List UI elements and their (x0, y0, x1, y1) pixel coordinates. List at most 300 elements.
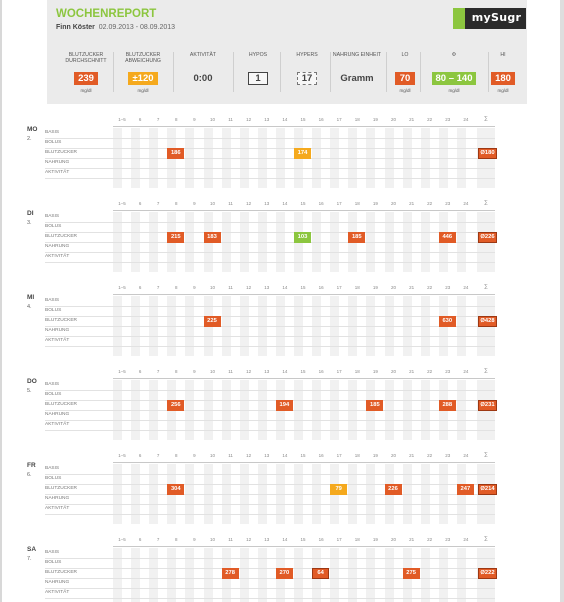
stat-unit: mg/dl (497, 88, 509, 93)
hour-label: 12 (246, 369, 252, 374)
hour-column-stripe (348, 548, 357, 602)
hour-label: 22 (427, 453, 433, 458)
hour-column-stripe (294, 548, 303, 602)
row-label: AKTIVITÄT (45, 422, 70, 427)
sum-symbol: ∑ (484, 116, 488, 122)
hour-column-stripe (113, 548, 122, 602)
row-line (45, 558, 495, 559)
row-line (45, 138, 495, 139)
hour-label: 23 (445, 285, 451, 290)
row-label: AKTIVITÄT (45, 338, 70, 343)
row-line (45, 400, 495, 401)
row-line (45, 262, 495, 263)
row-line (45, 178, 495, 179)
hour-label: 11 (228, 285, 233, 290)
hour-label: 13 (264, 201, 270, 206)
hour-label: 19 (372, 201, 378, 206)
hour-label: 16 (318, 453, 324, 458)
hour-column-stripe (385, 548, 394, 602)
hour-label: 17 (336, 453, 342, 458)
hour-label: 14 (282, 369, 288, 374)
day-name: FR (27, 462, 36, 469)
row-line (45, 336, 495, 337)
hour-column-stripe (240, 548, 249, 602)
hour-label: 7 (156, 453, 160, 458)
stat-label: HI (500, 52, 506, 58)
row-label: BASIS (45, 550, 60, 555)
sum-symbol: ∑ (484, 200, 488, 206)
hour-label: 16 (318, 117, 324, 122)
row-label: BLUTZUCKER (45, 150, 77, 155)
row-label: AKTIVITÄT (45, 254, 70, 259)
hour-label: 24 (463, 201, 469, 206)
hour-label: 10 (209, 537, 215, 542)
hour-label: 17 (336, 201, 342, 206)
blood-sugar-reading: 64 (312, 568, 329, 579)
blood-sugar-reading: 215 (167, 232, 184, 243)
row-line (45, 158, 495, 159)
hour-label: 11 (228, 453, 233, 458)
sum-symbol: ∑ (484, 368, 488, 374)
sum-symbol: ∑ (484, 284, 488, 290)
hour-label: 15 (300, 453, 306, 458)
stat-label: NAHRUNG EINHEIT (332, 52, 382, 58)
row-line (45, 346, 495, 347)
blood-sugar-reading: 446 (439, 232, 456, 243)
row-line (45, 252, 495, 253)
hour-column-stripe (457, 548, 466, 602)
row-line (45, 514, 495, 515)
daily-average: Ø180 (478, 148, 497, 159)
hour-label: 7 (156, 369, 160, 374)
hour-label: 8 (175, 453, 178, 458)
row-line (45, 326, 495, 327)
daily-average: Ø222 (478, 568, 497, 579)
sum-symbol: ∑ (484, 536, 488, 542)
stat-separator (113, 52, 114, 92)
row-label: BOLUS (45, 476, 62, 481)
row-label: AKTIVITÄT (45, 170, 70, 175)
hour-column-stripe (421, 548, 430, 602)
blood-sugar-reading: 174 (294, 148, 311, 159)
stat-unit: mg/dl (80, 88, 92, 93)
row-label: BOLUS (45, 140, 62, 145)
blood-sugar-reading: 270 (276, 568, 293, 579)
daily-average: Ø226 (478, 232, 497, 243)
stat-3 (177, 52, 229, 96)
stat-9 (487, 52, 519, 96)
row-label: BASIS (45, 466, 60, 471)
stat-unit: mg/dl (137, 88, 149, 93)
row-line (45, 316, 495, 317)
blood-sugar-reading: 185 (348, 232, 365, 243)
hour-label: 13 (264, 453, 270, 458)
blood-sugar-reading: 304 (167, 484, 184, 495)
blood-sugar-reading: 275 (403, 568, 420, 579)
hour-label: 24 (463, 369, 469, 374)
stat-label: LO (401, 52, 409, 58)
hour-label: 13 (264, 369, 270, 374)
row-line (45, 306, 495, 307)
day-date: 3. (27, 220, 32, 226)
blood-sugar-reading: 256 (167, 400, 184, 411)
logo-text: mySugr (471, 11, 522, 24)
hour-label: 10 (209, 369, 215, 374)
day-fr (0, 451, 564, 533)
hour-label: 20 (390, 369, 396, 374)
stat-6 (332, 52, 382, 96)
row-label: BLUTZUCKER (45, 318, 77, 323)
row-label: BASIS (45, 214, 60, 219)
hour-label: 6 (138, 369, 142, 374)
hour-label: 9 (193, 201, 196, 206)
hour-label: 16 (318, 537, 324, 542)
row-label: BLUTZUCKER (45, 570, 77, 575)
blood-sugar-reading: 185 (366, 400, 383, 411)
hour-label: 18 (354, 285, 360, 290)
row-label: NAHRUNG (45, 244, 70, 249)
stat-2 (117, 52, 169, 96)
hour-label: 23 (445, 201, 451, 206)
hour-label: 22 (427, 537, 433, 542)
hour-label: 14 (282, 285, 288, 290)
hour-label: 12 (246, 453, 252, 458)
daily-average: Ø428 (478, 316, 497, 327)
row-label: BOLUS (45, 392, 62, 397)
hour-label: 9 (193, 537, 196, 542)
day-top-line (113, 462, 495, 463)
day-name: SA (27, 546, 37, 553)
row-line (45, 232, 495, 233)
day-mo (0, 115, 564, 197)
row-label: NAHRUNG (45, 580, 70, 585)
day-name: DO (27, 378, 37, 385)
hour-column-stripe (258, 548, 267, 602)
row-line (45, 588, 495, 589)
hour-label: 23 (445, 453, 451, 458)
hour-label: 20 (390, 201, 396, 206)
hour-label: 23 (445, 537, 451, 542)
stat-unit: mg/dl (448, 88, 460, 93)
stat-label: HYPOS (248, 52, 268, 58)
hour-label: 20 (390, 453, 396, 458)
stat-label: BLUTZUCKER ABWEICHUNG (125, 52, 161, 64)
hour-label: 13 (264, 117, 270, 122)
hour-label: 18 (354, 369, 360, 374)
stat-label: HYPERS (296, 52, 318, 58)
day-sa (0, 535, 564, 602)
row-label: BLUTZUCKER (45, 402, 77, 407)
day-date: 7. (27, 556, 32, 562)
hour-label: 23 (445, 117, 451, 122)
hour-label: 24 (463, 537, 469, 542)
blood-sugar-reading: 194 (276, 400, 293, 411)
hour-label: 14 (282, 537, 288, 542)
hour-label: 10 (209, 117, 215, 122)
hour-label: 24 (463, 117, 469, 122)
blood-sugar-reading: 183 (204, 232, 221, 243)
hour-label: 15 (300, 201, 306, 206)
stat-separator (173, 52, 174, 92)
hour-label: 21 (409, 453, 415, 458)
stat-value: 80 – 140 (432, 72, 477, 85)
stat-7 (392, 52, 418, 96)
hour-column-stripe (149, 548, 158, 602)
hour-label: 8 (175, 537, 178, 542)
hour-label: 21 (409, 537, 415, 542)
stat-separator (233, 52, 234, 92)
hour-label: 12 (246, 537, 252, 542)
blood-sugar-reading: 103 (294, 232, 311, 243)
hour-label: 15 (300, 369, 306, 374)
hour-label: 12 (246, 201, 252, 206)
stat-value: 180 (491, 72, 515, 85)
row-label: BASIS (45, 382, 60, 387)
hour-label: 15 (300, 537, 306, 542)
stat-separator (488, 52, 489, 92)
hour-label: 22 (427, 285, 433, 290)
row-label: NAHRUNG (45, 496, 70, 501)
hour-label: 7 (156, 285, 160, 290)
hour-label: 20 (390, 117, 396, 122)
row-label: NAHRUNG (45, 160, 70, 165)
blood-sugar-reading: 278 (222, 568, 239, 579)
row-label: BLUTZUCKER (45, 234, 77, 239)
hour-label: 16 (318, 369, 324, 374)
hour-label: 11 (228, 369, 233, 374)
row-line (45, 430, 495, 431)
row-label: BOLUS (45, 560, 62, 565)
hour-label: 8 (175, 117, 178, 122)
hour-label: 1–5 (118, 453, 126, 458)
hour-label: 17 (336, 285, 342, 290)
hour-columns (113, 548, 475, 602)
hour-label: 1–5 (118, 285, 126, 290)
row-line (45, 420, 495, 421)
day-do (0, 367, 564, 449)
stat-label: BLUTZUCKER DURCHSCHNITT (65, 52, 107, 64)
stat-1 (59, 52, 113, 96)
blood-sugar-reading: 79 (330, 484, 347, 495)
hour-label: 7 (156, 117, 160, 122)
hour-label: 9 (193, 369, 196, 374)
stat-value: Gramm (340, 73, 374, 84)
hour-label: 22 (427, 117, 433, 122)
hour-label: 13 (264, 537, 270, 542)
hour-column-stripe (330, 548, 339, 602)
hour-label: 16 (318, 201, 324, 206)
hour-column-stripe (204, 548, 213, 602)
stat-value: 0:00 (193, 73, 213, 84)
day-top-line (113, 294, 495, 295)
hour-label: 1–5 (118, 117, 126, 122)
hour-label: 12 (246, 285, 252, 290)
hour-label: 7 (156, 537, 160, 542)
hour-label: 8 (175, 369, 178, 374)
hour-label: 19 (372, 537, 378, 542)
hour-label: 22 (427, 201, 433, 206)
hour-label: 9 (193, 117, 196, 122)
row-label: BASIS (45, 130, 60, 135)
hour-label: 22 (427, 369, 433, 374)
blood-sugar-reading: 225 (204, 316, 221, 327)
hour-label: 6 (138, 117, 142, 122)
sum-symbol: ∑ (484, 452, 488, 458)
hour-label: 21 (409, 285, 415, 290)
day-name: DI (27, 210, 34, 217)
stat-unit: mg/dl (399, 88, 411, 93)
row-line (45, 410, 495, 411)
row-label: BOLUS (45, 224, 62, 229)
stat-4 (240, 52, 276, 96)
row-line (45, 168, 495, 169)
report-header (47, 0, 527, 104)
day-name: MI (27, 294, 35, 301)
row-label: BOLUS (45, 308, 62, 313)
hour-label: 19 (372, 369, 378, 374)
report-title: WOCHENREPORT (56, 8, 157, 20)
row-line (45, 568, 495, 569)
daily-average: Ø214 (478, 484, 497, 495)
stat-8 (424, 52, 484, 96)
stat-value: ±120 (128, 72, 157, 85)
blood-sugar-reading: 186 (167, 148, 184, 159)
report-period: 02.09.2013 - 08.09.2013 (98, 24, 176, 31)
hour-label: 1–5 (118, 201, 126, 206)
hour-label: 23 (445, 369, 451, 374)
row-line (45, 494, 495, 495)
hour-label: 15 (300, 285, 306, 290)
stat-5 (287, 52, 327, 96)
hour-label: 14 (282, 201, 288, 206)
stat-value: 70 (395, 72, 415, 85)
row-line (45, 598, 495, 599)
hour-label: 7 (156, 201, 160, 206)
hour-label: 1–5 (118, 537, 126, 542)
report-subtitle (56, 24, 175, 31)
blood-sugar-reading: 247 (457, 484, 474, 495)
hour-label: 10 (209, 201, 215, 206)
row-line (45, 222, 495, 223)
hour-label: 1–5 (118, 369, 126, 374)
day-date: 2. (27, 136, 32, 142)
stat-value: 1 (248, 72, 268, 85)
row-line (45, 390, 495, 391)
hour-label: 6 (138, 453, 142, 458)
stat-separator (420, 52, 421, 92)
hour-column-stripe (185, 548, 194, 602)
hour-label: 6 (138, 537, 142, 542)
stat-separator (386, 52, 387, 92)
hour-label: 9 (193, 285, 196, 290)
row-label: NAHRUNG (45, 412, 70, 417)
day-top-line (113, 546, 495, 547)
hour-label: 11 (228, 117, 233, 122)
blood-sugar-reading: 226 (385, 484, 402, 495)
row-line (45, 242, 495, 243)
logo-mark-icon (453, 8, 465, 29)
hour-label: 21 (409, 117, 415, 122)
hour-label: 8 (175, 285, 178, 290)
hour-label: 14 (282, 117, 288, 122)
hour-label: 24 (463, 285, 469, 290)
row-line (45, 484, 495, 485)
day-date: 6. (27, 472, 32, 478)
hour-label: 21 (409, 201, 415, 206)
row-label: AKTIVITÄT (45, 506, 70, 511)
hour-label: 18 (354, 201, 360, 206)
hour-label: 14 (282, 453, 288, 458)
hour-label: 11 (228, 537, 233, 542)
hour-label: 17 (336, 117, 342, 122)
day-name: MO (27, 126, 38, 133)
row-line (45, 504, 495, 505)
stat-value: 239 (74, 72, 98, 85)
day-date: 4. (27, 304, 32, 310)
hour-label: 18 (354, 537, 360, 542)
row-line (45, 578, 495, 579)
row-label: AKTIVITÄT (45, 590, 70, 595)
day-top-line (113, 210, 495, 211)
hour-label: 19 (372, 117, 378, 122)
stat-separator (280, 52, 281, 92)
hour-label: 24 (463, 453, 469, 458)
row-label: BASIS (45, 298, 60, 303)
hour-label: 18 (354, 453, 360, 458)
hour-label: 17 (336, 369, 342, 374)
hour-label: 20 (390, 285, 396, 290)
day-mi (0, 283, 564, 365)
hour-label: 13 (264, 285, 270, 290)
hour-label: 16 (318, 285, 324, 290)
hour-label: 12 (246, 117, 252, 122)
hour-label: 17 (336, 537, 342, 542)
daily-average: Ø231 (478, 400, 497, 411)
stat-label: Φ (451, 52, 457, 58)
hour-column-stripe (167, 548, 176, 602)
hour-label: 8 (175, 201, 178, 206)
hour-label: 20 (390, 537, 396, 542)
hour-label: 6 (138, 201, 142, 206)
hour-column-stripe (366, 548, 375, 602)
stat-separator (330, 52, 331, 92)
hour-label: 15 (300, 117, 306, 122)
hour-column-stripe (131, 548, 140, 602)
row-line (45, 474, 495, 475)
mysugr-logo (453, 8, 526, 29)
blood-sugar-reading: 288 (439, 400, 456, 411)
day-top-line (113, 378, 495, 379)
hour-label: 10 (209, 453, 215, 458)
patient-name: Finn Köster (56, 24, 95, 31)
hour-label: 10 (209, 285, 215, 290)
day-di (0, 199, 564, 281)
hour-label: 11 (228, 201, 233, 206)
stat-label: AKTIVITÄT (189, 52, 217, 58)
stat-value: 17 (297, 72, 318, 85)
row-line (45, 148, 495, 149)
hour-column-stripe (439, 548, 448, 602)
day-top-line (113, 126, 495, 127)
hour-label: 18 (354, 117, 360, 122)
hour-label: 6 (138, 285, 142, 290)
hour-label: 19 (372, 285, 378, 290)
hour-label: 19 (372, 453, 378, 458)
row-label: NAHRUNG (45, 328, 70, 333)
blood-sugar-reading: 630 (439, 316, 456, 327)
hour-label: 21 (409, 369, 415, 374)
row-label: BLUTZUCKER (45, 486, 77, 491)
